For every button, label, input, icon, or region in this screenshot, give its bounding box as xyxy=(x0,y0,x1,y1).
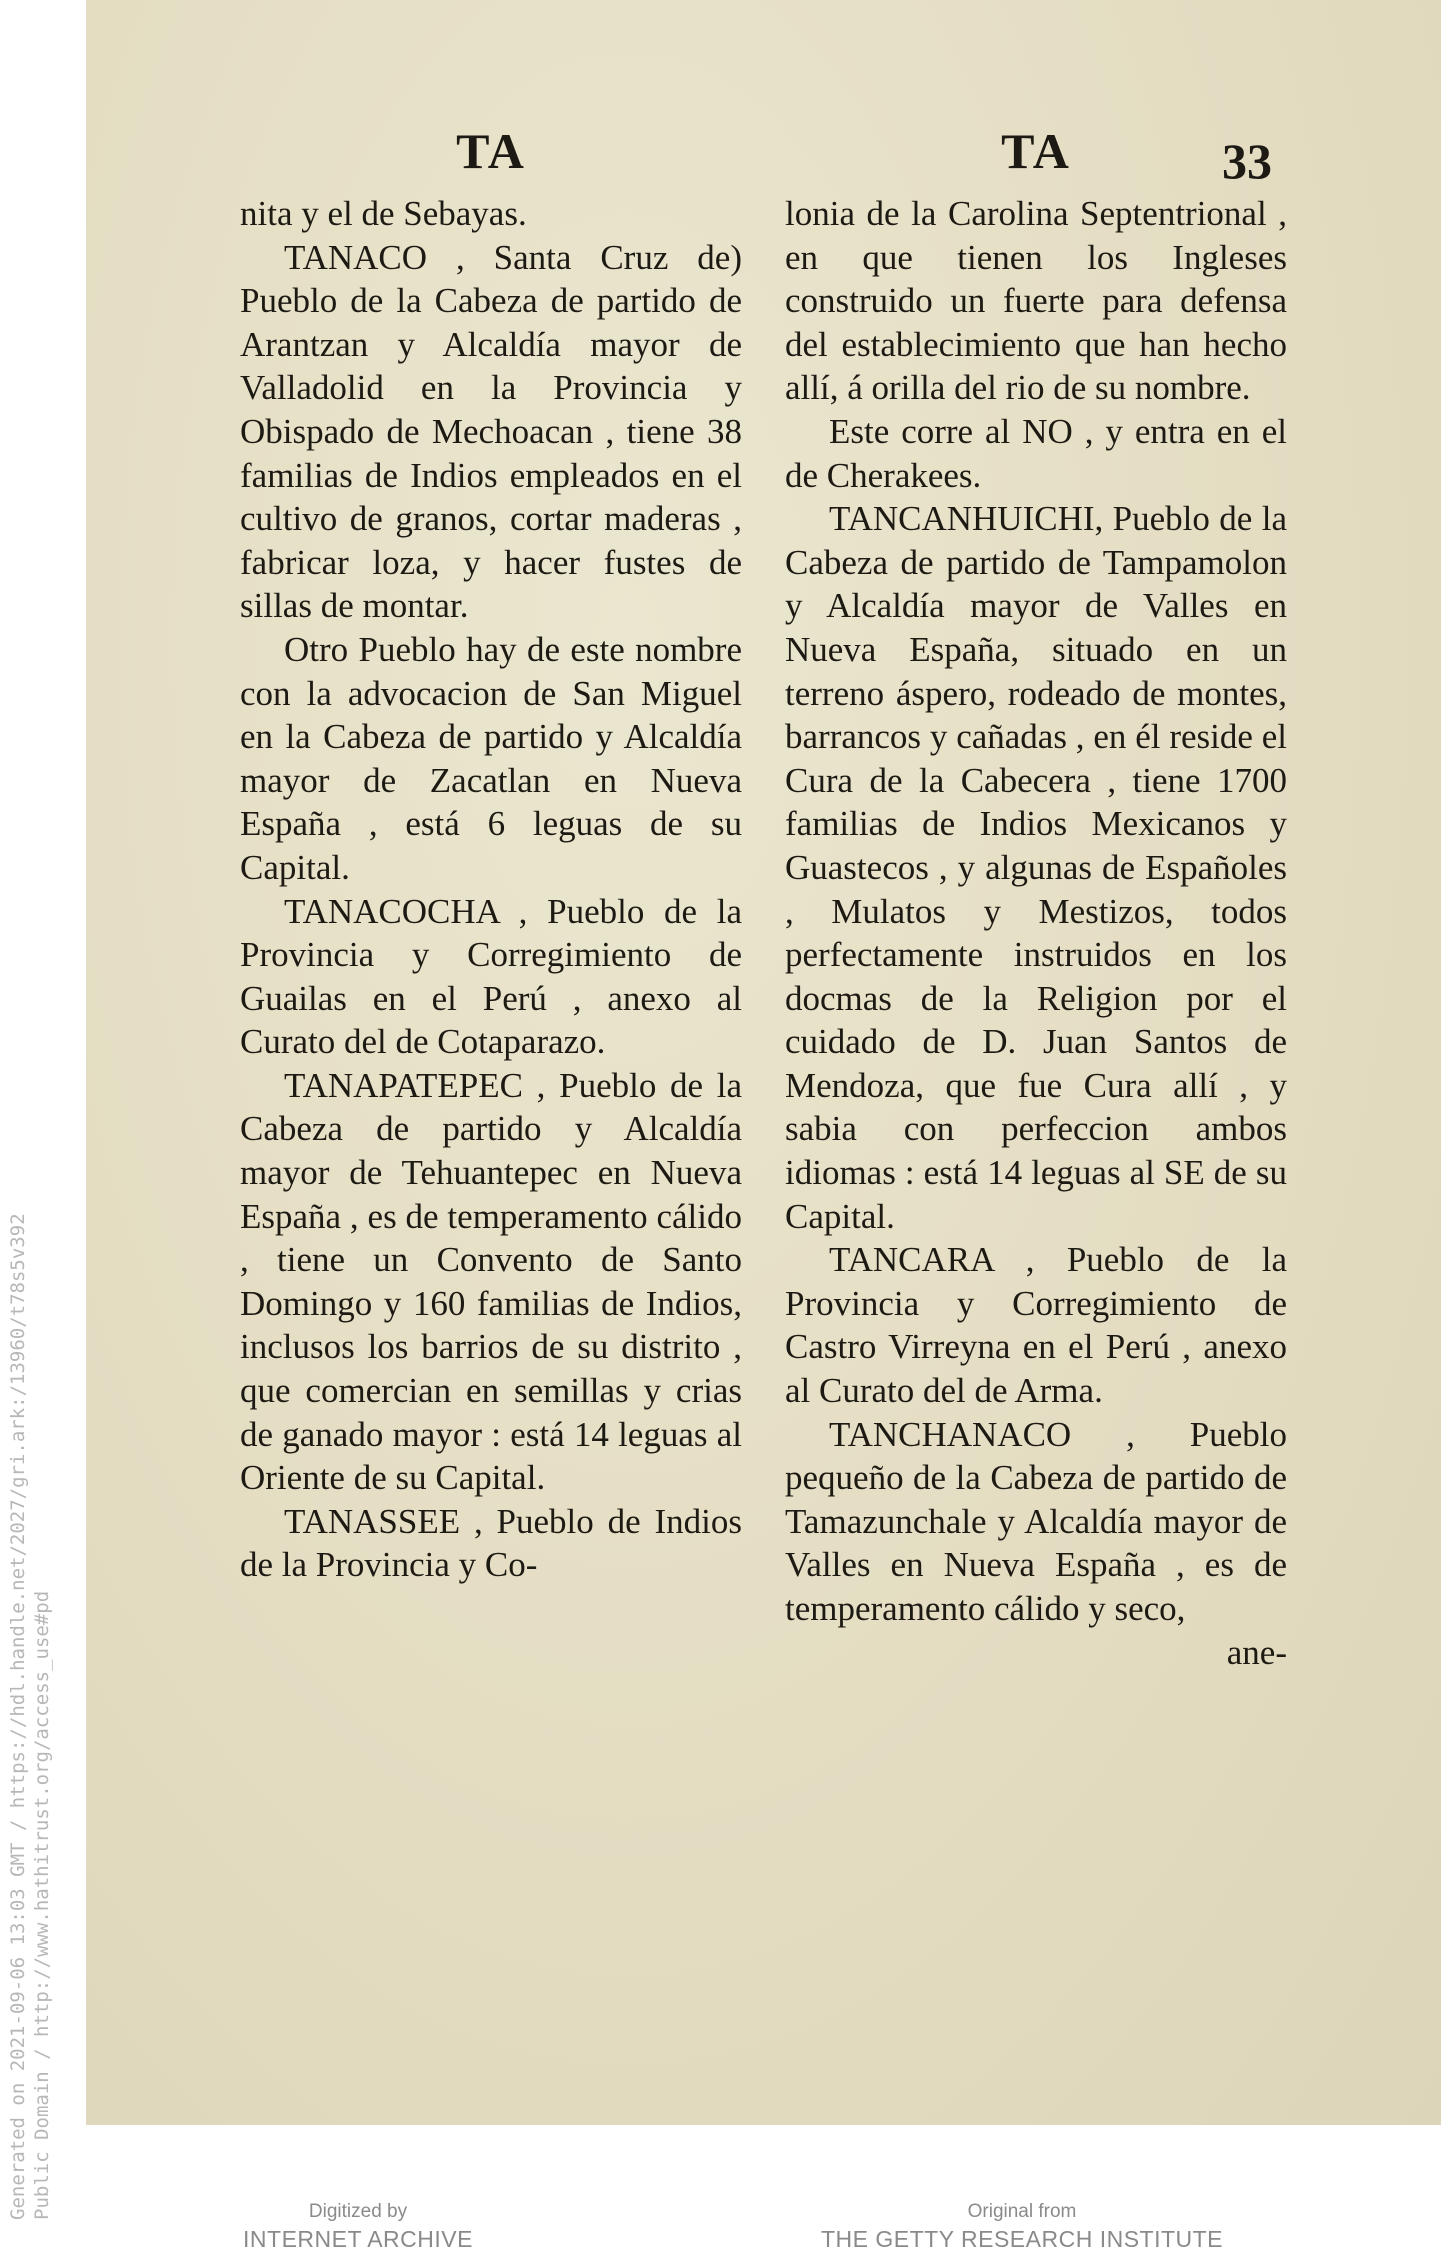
paragraph: TANCARA , Pueblo de la Provincia y Corregimiento de Castro Virreyna en el Perú , anexo al Curato del de Arma. xyxy=(785,1240,1287,1411)
paragraph: TANACO , Santa Cruz de) Pueblo de la Cabeza de partido de Arantzan y Alcaldía mayor de Valladolid en la Provincia y Obispado de Mechoacan , tiene 38 familias de Indios empleados en el cultivo de granos, cortar maderas , fabricar loza, y hacer fustes de sillas de montar. xyxy=(240,237,742,626)
paragraph: Este corre al NO , y entra en el de Cherakees. xyxy=(785,411,1287,495)
paragraph: TANCHANACO , Pueblo pequeño de la Cabeza de partido de Tamazunchale y Alcaldía mayor de Valles en Nueva España , es de temperamento cálido y seco, xyxy=(785,1414,1287,1628)
right-column xyxy=(785,120,1287,1674)
left-column xyxy=(240,120,742,1587)
original-from-label: Original from xyxy=(967,2201,1077,2222)
digitized-by-credit xyxy=(108,2200,608,2254)
generation-stamp-line-2: Public Domain / http://www.hathitrust.org/access_use#pd xyxy=(31,1590,53,2220)
getty-institute-label: THE GETTY RESEARCH INSTITUTE xyxy=(820,2226,1224,2252)
paragraph: nita y el de Sebayas. xyxy=(240,194,527,233)
internet-archive-label: INTERNET ARCHIVE xyxy=(243,2226,473,2252)
original-from-credit xyxy=(772,2200,1272,2254)
paragraph: TANAPATEPEC , Pueblo de la Cabeza de partido y Alcaldía mayor de Tehuantepec en Nueva España , es de temperamento cálido , tiene un Convento de Santo Domingo y 160 familias de Indios, inclusos los barrios de su distrito , que comercian en semillas y crias de ganado mayor : está 14 leguas al Oriente de su Capital. xyxy=(240,1065,742,1498)
paragraph: TANACOCHA , Pueblo de la Provincia y Corregimiento de Guailas en el Perú , anexo al Curato del de Cotaparazo. xyxy=(240,891,742,1062)
page-number: 33 xyxy=(1222,133,1272,189)
generation-stamp-line-1: Generated on 2021-09-06 13:03 GMT / https://hdl.handle.net/2027/gri.ark:/13960/t78s5v392 xyxy=(7,1213,29,2220)
paragraph: TANCANHUICHI, Pueblo de la Cabeza de partido de Tampamolon y Alcaldía mayor de Valles en Nueva España, situado en un terreno áspero, rodeado de montes, barrancos y cañadas , en él reside el Cura de la Cabecera , tiene 1700 familias de Indios Mexicanos y Guastecos , y algunas de Españoles , Mulatos y Mestizos, todos perfectamente instruidos en los docmas de la Religion por el cuidado de D. Juan Santos de Mendoza, que fue Cura allí , y sabia con perfeccion ambos idiomas : está 14 leguas al SE de su Capital. xyxy=(785,499,1287,1236)
paragraph: lonia de la Carolina Septentrional , en que tienen los Ingleses construido un fuerte para defensa del establecimiento que han hecho allí, á orilla del rio de su nombre. xyxy=(785,194,1287,408)
paragraph: TANASSEE , Pueblo de Indios de la Provincia y Co- xyxy=(240,1501,742,1585)
catchword: ane- xyxy=(1226,1632,1287,1672)
paragraph: Otro Pueblo hay de este nombre con la advocacion de San Miguel en la Cabeza de partido y Alcaldía mayor de Zacatlan en Nueva España , está 6 leguas de su Capital. xyxy=(240,629,742,887)
left-running-head: TA xyxy=(456,123,526,179)
digitized-by-label: Digitized by xyxy=(308,2201,408,2222)
generation-stamp xyxy=(6,1213,54,2220)
right-running-head: TA xyxy=(1001,123,1071,179)
